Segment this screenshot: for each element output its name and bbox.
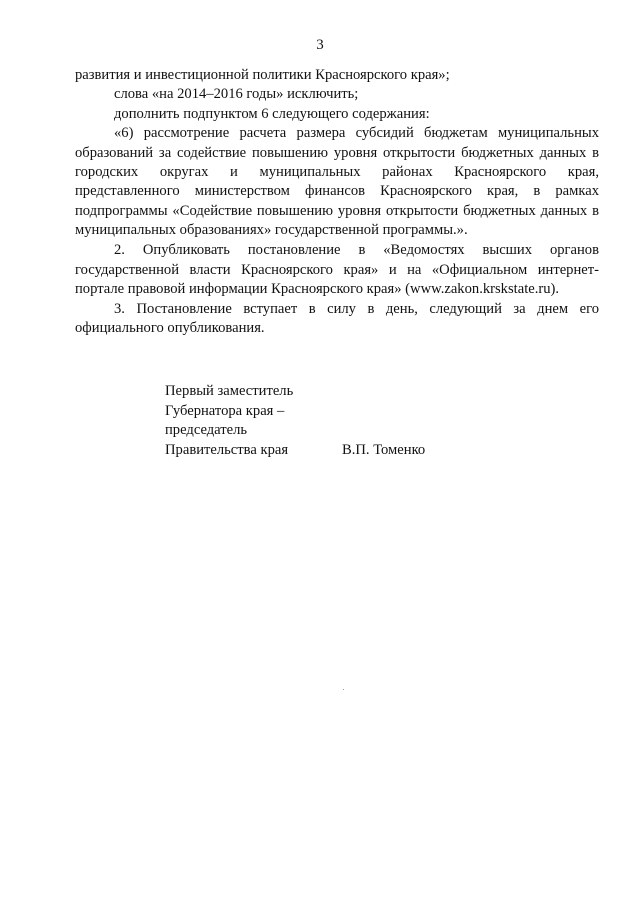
paragraph-publication: 2. Опубликовать постановление в «Ведомостях высших органов государственной власти Красноярского края» и на «Официальном интернет-портале правовой информации Красноярского края» (www.zakon.krskstate.ru). [75,242,599,297]
paragraph-continuation: развития и инвестиционной политики Красноярского края»; [75,67,450,83]
signatory-name: В.П. Томенко [342,441,426,458]
signature-title-line: Правительства края [165,441,289,458]
document-body [75,66,599,339]
paragraph-words-removal: слова «на 2014–2016 годы» исключить; [114,86,359,103]
signature-title-line: председатель [165,422,248,439]
scan-speck [343,689,344,690]
paragraph-add-subpoint: дополнить подпунктом 6 следующего содержания: [114,105,430,122]
signature-block [165,382,465,460]
paragraph-subpoint-6: «6) рассмотрение расчета размера субсидий бюджетам муниципальных образований за содействие повышению уровня открытости бюджетных данных в городских округах и муниципальных районах Красноярского края, представленного министерством финансов Красноярского края, в рамках подпрограммы «Содействие повышению уровня открытости бюджетных данных в муниципальных образованиях» государственной программы.». [75,125,599,239]
paragraph-effective-date: 3. Постановление вступает в силу в день, следующий за днем его официального опубликования. [75,300,599,337]
page-number: 3 [316,37,324,53]
signature-title-line: Первый заместитель [165,383,294,399]
signature-title-line: Губернатора края – [165,402,285,419]
